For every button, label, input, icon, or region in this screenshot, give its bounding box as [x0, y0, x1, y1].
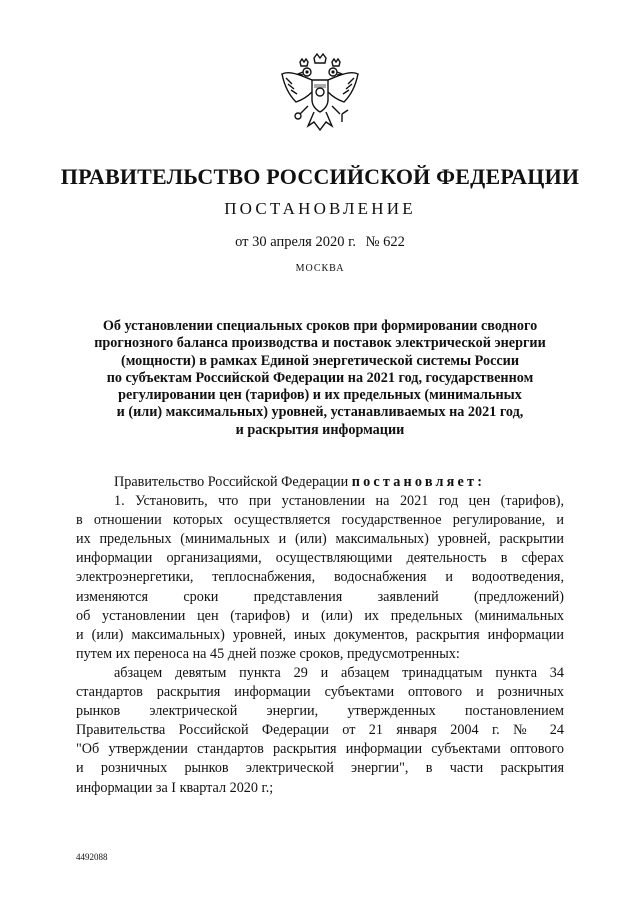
decree-title: [60, 318, 580, 439]
title-line: Об установлении специальных сроков при формировании сводного: [102, 318, 538, 334]
preamble-decrees: постановляет:: [351, 474, 486, 490]
decree-number: № 622: [365, 234, 405, 250]
title-line: (мощности) в рамках Единой энергетической системы России: [120, 352, 520, 369]
para2-line: стандартов раскрытия информации субъектами оптового и розничных: [76, 684, 564, 701]
decree-body: [76, 473, 564, 798]
para2-line: Правительства Российской Федерации от 21 января 2004 г. № 24: [76, 722, 564, 739]
para1-line: об установлении цен (тарифов) и (или) их предельных (минимальных: [76, 607, 564, 624]
title-line: и раскрытия информации: [235, 421, 405, 438]
para2-line: абзацем девятым пункта 29 и абзацем тринадцатым пункта 34: [114, 664, 564, 681]
para1-line: и (или) максимальных) уровней, иных документов, раскрытия информации: [76, 626, 564, 643]
para2-line: рынков электрической энергии, утвержденных постановлением: [76, 703, 564, 720]
preamble-text: Правительство Российской Федерации: [114, 474, 349, 490]
para1-line: 1. Установить, что при установлении на 2021 год цен (тарифов),: [114, 493, 564, 510]
title-line: регулировании цен (тарифов) и их предельных (минимальных: [118, 387, 522, 404]
document-code: 4492088: [76, 852, 108, 862]
para1-line: изменяются сроки представления заявлений (предложений): [76, 588, 564, 605]
document-type: ПОСТАНОВЛЕНИЕ: [224, 199, 416, 218]
para1-line: путем их переноса на 45 дней позже сроков, предусмотренных:: [76, 645, 460, 662]
title-line: и (или) максимальных) уровней, устанавливаемых на 2021 год,: [116, 404, 524, 421]
government-name: ПРАВИТЕЛЬСТВО РОССИЙСКОЙ ФЕДЕРАЦИИ: [60, 164, 580, 189]
para1-line: в отношении которых осуществляется государственное регулирование, и: [76, 512, 564, 529]
title-line: прогнозного баланса производства и поставок электрической энергии: [94, 335, 546, 352]
city-name: МОСКВА: [295, 263, 345, 274]
date-line: [0, 234, 640, 251]
para2-line: и розничных рынков электрической энергии", в части раскрытия: [76, 760, 564, 777]
para1-line: электроэнергетики, теплоснабжения, водоснабжения и водоотведения,: [76, 569, 564, 586]
decree-date: от 30 апреля 2020 г.: [235, 234, 357, 250]
coat-of-arms-emblem: [274, 50, 366, 142]
title-line: по субъектам Российской Федерации на 2021 год, государственном: [106, 369, 534, 386]
para1-line: информации организациями, осуществляющими деятельность в сферах: [76, 550, 564, 567]
para1-line: их предельных (минимальных и (или) максимальных) уровней, раскрытии: [76, 531, 564, 548]
para2-line: "Об утверждении стандартов раскрытия информации субъектами оптового: [76, 741, 564, 758]
preamble: [76, 473, 564, 492]
para2-line: информации за I квартал 2020 г.;: [76, 779, 274, 796]
